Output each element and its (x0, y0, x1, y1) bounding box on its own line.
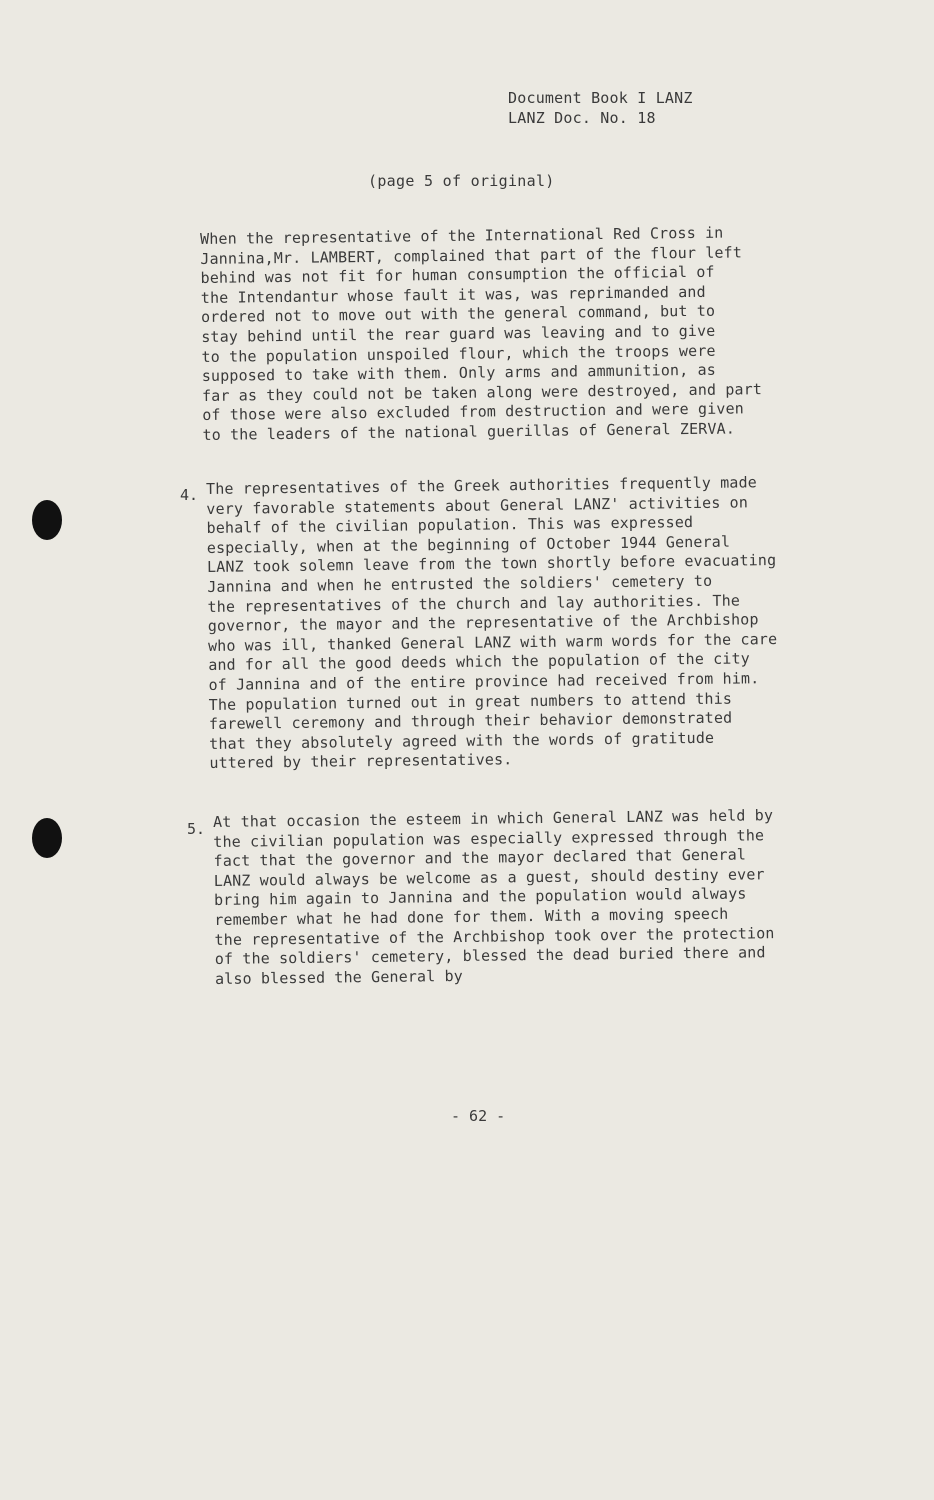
text-line: stay behind until the rear guard was leaving and to give (201, 321, 716, 346)
text-line: remember what he had done for them. With a moving speech (214, 904, 729, 929)
text-line: LANZ would always be welcome as a guest, should destiny ever (213, 865, 765, 890)
text-line: behalf of the civilian population. This was expressed (206, 513, 694, 538)
text-line: Jannina and when he entrusted the soldiers' cemetery to (207, 571, 713, 596)
text-line: also blessed the General by (214, 966, 464, 988)
page-number: - 62 - (451, 1107, 506, 1125)
text-line: who was ill, thanked General LANZ with warm words for the care (207, 629, 778, 655)
text-line: the representative of the Archbishop took over the protection (214, 923, 775, 949)
text-line: the representatives of the church and lay authorities. The (207, 591, 741, 616)
intro-paragraph (200, 223, 763, 445)
text-line: ordered not to move out with the general command, but to (200, 302, 716, 327)
text-line: uttered by their representatives. (209, 750, 513, 773)
punch-hole-icon (32, 818, 62, 858)
text-line: behind was not fit for human consumption the official of (200, 262, 715, 288)
text-line: of Jannina and of the entire province had received from him. (208, 669, 760, 694)
text-line: of the soldiers' cemetery, blessed the dead buried there and (214, 943, 766, 969)
text-line: When the representative of the International Red Cross in (200, 223, 724, 248)
text-line: The representatives of the Greek authorities frequently made (206, 473, 758, 498)
punch-hole-icon (32, 500, 62, 540)
header-line-2: LANZ Doc. No. 18 (508, 109, 656, 127)
header-line-1: Document Book I LANZ (508, 89, 693, 107)
text-line: fact that the governor and the mayor declared that General (213, 845, 747, 871)
paragraph-5 (213, 806, 775, 989)
text-line: bring him again to Jannina and the population would always (213, 884, 747, 910)
paragraph-5-number: 5. (187, 820, 206, 838)
text-line: the Intendantur whose fault it was, was reprimanded and (200, 282, 706, 307)
original-page-reference: (page 5 of original) (368, 172, 555, 190)
text-line: very favorable statements about General LANZ' activities on (206, 492, 749, 518)
text-line: to the leaders of the national guerillas of General ZERVA. (202, 419, 736, 444)
text-line: Jannina,Mr. LAMBERT, complained that part of the flour left (200, 242, 743, 268)
text-line: and for all the good deeds which the population of the city (208, 649, 751, 675)
paragraph-4 (206, 473, 779, 774)
text-line: farewell ceremony and through their behavior demonstrated (208, 708, 733, 734)
text-line: far as they could not be taken along were destroyed, and part (201, 379, 763, 405)
text-line: that they absolutely agreed with the words of gratitude (209, 728, 715, 753)
text-line: At that occasion the esteem in which General LANZ was held by (213, 806, 774, 831)
text-line: the civilian population was especially expressed through the (213, 825, 765, 851)
text-line: especially, when at the beginning of October 1944 General (206, 532, 731, 557)
text-line: to the population unspoiled flour, which the troops were (201, 341, 716, 366)
text-line: of those were also excluded from destruction and were given (202, 399, 745, 425)
text-line: governor, the mayor and the representative of the Archbishop (207, 610, 759, 636)
text-line: supposed to take with them. Only arms and ammunition, as (201, 360, 716, 386)
paragraph-4-number: 4. (180, 486, 199, 504)
text-line: The population turned out in great numbers to attend this (208, 689, 733, 714)
text-line: LANZ took solemn leave from the town shortly before evacuating (206, 551, 777, 577)
document-header (508, 88, 693, 128)
